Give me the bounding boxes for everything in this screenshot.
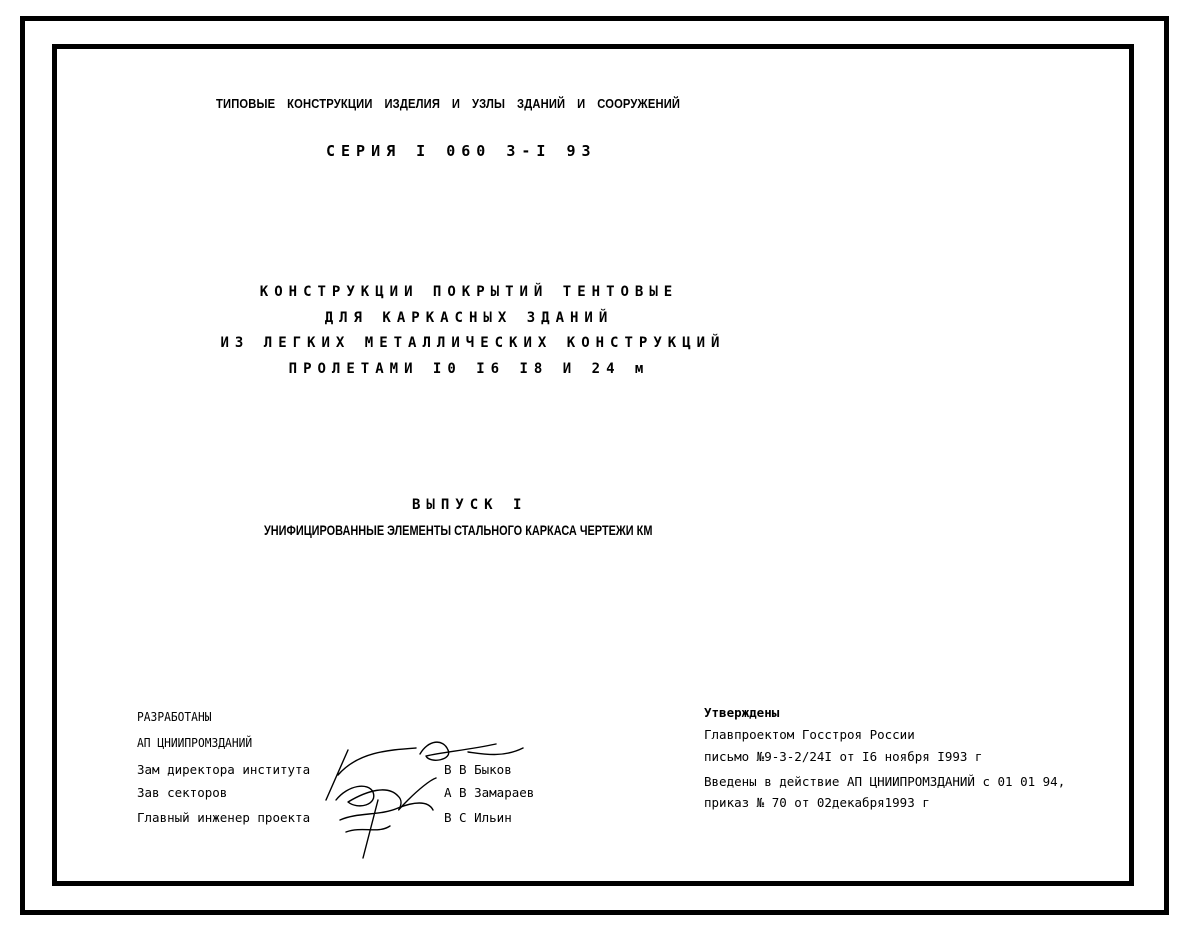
role-deputy-director: Зам директора института: [137, 762, 311, 777]
role-sector-head: Зав секторов: [137, 785, 228, 800]
handwritten-signatures: [318, 730, 538, 860]
document-title-line-2: ДЛЯ КАРКАСНЫХ ЗДАНИЙ: [324, 310, 614, 326]
document-title-line-4: ПРОЛЕТАМИ I0 I6 I8 И 24 м: [288, 361, 650, 377]
issue-label: ВЫПУСК I: [412, 497, 528, 513]
role-chief-engineer: Главный инженер проекта: [137, 810, 311, 825]
approval-letter: письмо №9-3-2/24I от I6 ноября I993 г: [704, 749, 983, 764]
signature-stroke-3: [336, 778, 436, 810]
signature-stroke-4: [340, 800, 433, 858]
series-header-title: ТИПОВЫЕ КОНСТРУКЦИИ ИЗДЕЛИЯ И УЗЛЫ ЗДАНИЙ И СООРУЖЕНИЙ: [216, 96, 681, 111]
series-number: СЕРИЯ I 060 3-I 93: [326, 142, 597, 160]
effective-date-line: Введены в действие АП ЦНИИПРОМЗДАНИЙ с 01 01 94,: [704, 774, 1066, 789]
document-title-line-3: ИЗ ЛЕГКИХ МЕТАЛЛИЧЕСКИХ КОНСТРУКЦИЙ: [220, 335, 726, 351]
name-deputy-director: В В Быков: [444, 762, 512, 777]
signature-stroke-5: [346, 826, 390, 832]
order-line: приказ № 70 от 02декабря1993 г: [704, 795, 930, 810]
developed-org: АП ЦНИИПРОМЗДАНИЙ: [137, 735, 253, 750]
approved-heading: Утверждены: [704, 705, 780, 720]
document-title-line-1: КОНСТРУКЦИИ ПОКРЫТИЙ ТЕНТОВЫЕ: [259, 284, 679, 300]
name-sector-head: А В Замараев: [444, 785, 535, 800]
developed-heading: РАЗРАБОТАНЫ: [137, 709, 212, 724]
issue-subtitle: УНИФИЦИРОВАННЫЕ ЭЛЕМЕНТЫ СТАЛЬНОГО КАРКАСА ЧЕРТЕЖИ КМ: [264, 522, 653, 538]
name-chief-engineer: В С Ильин: [444, 810, 512, 825]
approved-authority: Главпроектом Госстроя России: [704, 727, 915, 742]
signature-stroke-2: [420, 742, 523, 760]
